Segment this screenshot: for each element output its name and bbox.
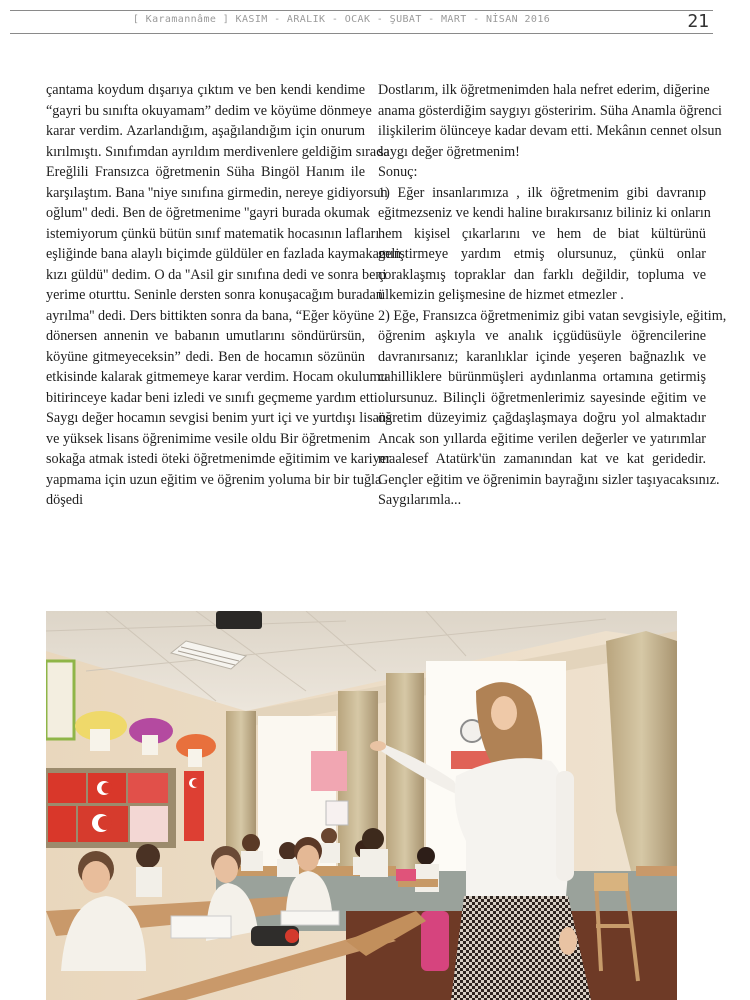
projector xyxy=(216,611,262,629)
article-text-line: saygı değer öğretmenim! xyxy=(378,143,520,160)
article-text-line: anama gösterdiğim saygıyı gösteririm. Süha Anamla öğrenci xyxy=(378,102,722,119)
backpack xyxy=(421,911,449,971)
article-text-line: olursunuz. Bilinçli öğretmenlerimiz sayesinde eğitim ve xyxy=(378,389,706,406)
article-text-line: karar verdim. Azarlandığım, aşağılandığım için onurum xyxy=(46,123,365,139)
article-text-line: kızı güldü'' dedim. O da ''Asil gir sınıfına dedi ve sonra beni xyxy=(46,266,387,283)
article-text-line: çoraklaşmış topraklar dan farklı değildir, topluma ve xyxy=(378,266,706,283)
running-header xyxy=(10,10,713,34)
article-text-line: çantama koydum dışarıya çıktım ve ben kendi kendime xyxy=(46,82,365,98)
article-text-line: köyüne gitmeyeceksin” dedi. Ben de hocamın sözünün xyxy=(46,348,365,365)
article-column-right xyxy=(378,80,727,511)
article-text-line: hem kişisel çıkarlarını ve hem de biat kültürünü xyxy=(378,225,706,242)
article-text-line: ülkemizin gelişmesine de hizmet etmezler . xyxy=(378,287,624,303)
article-text-line: 2) Eğe, Fransızca öğretmenimiz gibi vatan sevgisiyle, eğitim, xyxy=(378,307,727,324)
wall-poster xyxy=(46,661,74,739)
article-text-line: oğlum'' dedi. Ben de öğretmenime ''gayri burada okumak xyxy=(46,205,370,221)
article-text-line: geliştirmeye yardım etmiş olursunuz, çünkü onlar xyxy=(378,246,706,262)
article-text-line: eşliğinde bana alaylı biçimde güldüler en fazlada kaymakamın xyxy=(46,246,401,262)
article-text-line: dönersen annenin ve babanın umutlarını söndürürsün, xyxy=(46,328,365,344)
page-number: 21 xyxy=(687,11,709,32)
article-text-line: davranırsanız; karanlıklar içinde yeşeren bağnazlık ve xyxy=(378,348,706,365)
article-text-line: Gençler eğitim ve öğrenimin bayrağını sizler taşıyacaksınız. xyxy=(378,471,720,488)
article-text-line: döşedi xyxy=(46,492,84,508)
article-text-line: istemiyorum çünkü bütün sınıf matematik hocasının lafları xyxy=(46,225,380,242)
article-text-line: öğretim düzeyimiz çağdaşlaşmaya doğru yol almaktadır xyxy=(378,410,706,426)
article-text-line: kırılmıştı. Sınıfımdan ayrıldım merdivenlere geldiğim sırada xyxy=(46,143,390,160)
article-text-line: Saygı değer hocamın sevgisi benim yurt içi ve yurtdışı lisans xyxy=(46,410,392,426)
article-text-line: maalesef Atatürk'ün zamanından kat ve kat geridedir. xyxy=(378,451,706,467)
article-text-line: yapmama için uzun eğitim ve öğrenim yoluma bir bir tuğla xyxy=(46,471,382,488)
notebook xyxy=(171,916,231,938)
article-text-line: Ancak son yıllarda eğitime verilen değerler ve yatırımlar xyxy=(378,430,706,447)
article-text-line: sokağa atmak istedi öteki öğretmenimde eğitimim ve kariyer xyxy=(46,451,391,467)
article-text-line: bitirinceye kadar beni izledi ve sınıfı geçmeme yardım etti. xyxy=(46,389,382,406)
article-text-line: ayrılma'' dedi. Ders bittikten sonra da bana, “Eğer köyüne xyxy=(46,307,375,324)
article-text-line: Saygılarımla... xyxy=(378,492,462,508)
article-text-line: karşılaştım. Bana ''niye sınıfına girmedin, nereye gidiyorsun xyxy=(46,184,388,201)
article-text-line: Dostlarım, ilk öğretmenimden hala nefret ederim, diğerine xyxy=(378,82,710,98)
article-text-line: Sonuç: xyxy=(378,164,418,180)
article-text-line: cahilliklere bürünmüşleri aydınlanma ortamına getirmiş xyxy=(378,369,706,385)
article-text-line: ve yüksek lisans öğrenimime vesile oldu Bir öğretmenim xyxy=(46,430,371,447)
article-text-line: eğitmezseniz ve kendi haline bırakırsanız biliniz ki onların xyxy=(378,205,711,221)
notebook xyxy=(281,911,339,925)
article-text-line: öğrenim aşkıyla ve analık içgüdüsüyle öğrencilerine xyxy=(378,328,706,344)
article-text-line: yerime oturttu. Seninle dersten sonra konuşacağım buradan xyxy=(46,287,383,303)
magazine-issue-title: [ Karamannâme ] KASIM - ARALIK - OCAK - ŞUBAT - MART - NİSAN 2016 xyxy=(132,14,551,25)
article-text-line: 1) Eğer insanlarımıza , ilk öğretmenim gibi davranıp xyxy=(378,184,706,201)
article-text-line: “gayri bu sınıfta okuyamam” dedim ve köyüme dönmeye xyxy=(46,102,372,119)
article-text-line: etkisinde kalarak gitmemeye karar verdim. Hocam okulumu xyxy=(46,369,388,385)
classroom-photo xyxy=(46,611,677,1000)
article-text-line: ilişkilerim ölünceye kadar devam etti. Mekânın cennet olsun xyxy=(378,123,722,139)
article-text-line: Ereğlili Fransızca öğretmenin Süha Bingöl Hanım ile xyxy=(46,164,365,180)
